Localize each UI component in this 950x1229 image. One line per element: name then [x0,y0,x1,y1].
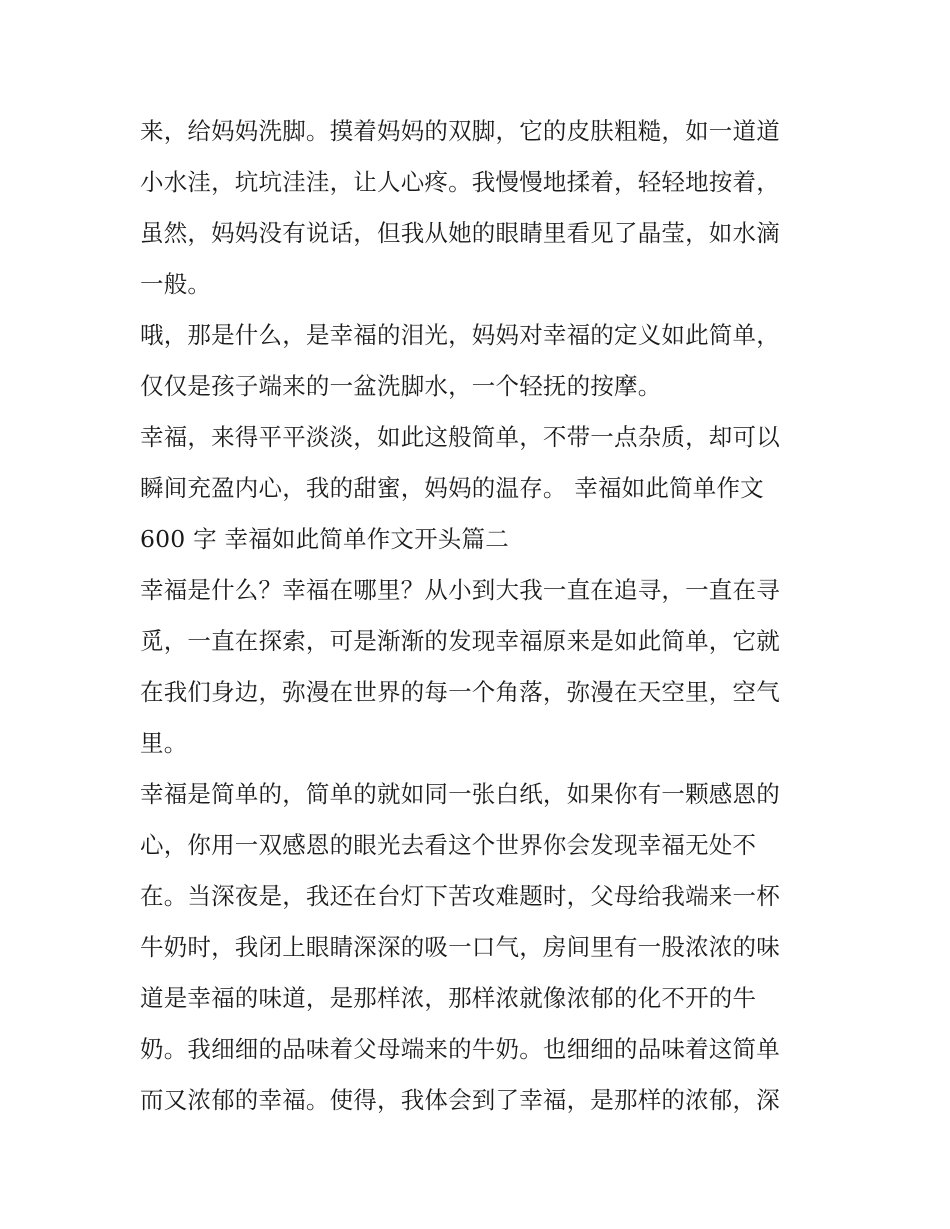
text-line: 觅，一直在探索，可是渐渐的发现幸福原来是如此简单，它就 [140,627,780,655]
text-line: 幸福是简单的，简单的就如同一张白纸，如果你有一颗感恩的 [140,780,780,808]
text-line: 里。 [140,729,188,757]
text-line: 瞬间充盈内心，我的甜蜜，妈妈的温存。 幸福如此简单作文 [140,474,764,502]
text-line: 而又浓郁的幸福。使得，我体会到了幸福，是那样的浓郁，深 [140,1086,780,1114]
text-line: 牛奶时，我闭上眼睛深深的吸一口气，房间里有一股浓浓的味 [140,933,780,961]
text-line: 600 字 幸福如此简单作文开头篇二 [140,525,509,553]
text-line: 虽然，妈妈没有说话，但我从她的眼睛里看见了晶莹，如水滴 [140,219,780,247]
text-line: 在。当深夜是，我还在台灯下苦攻难题时，父母给我端来一杯 [140,882,780,910]
text-line: 仅仅是孩子端来的一盆洗脚水，一个轻抚的按摩。 [140,372,662,400]
text-line: 奶。我细细的品味着父母端来的牛奶。也细细的品味着这简单 [140,1035,780,1063]
text-line: 哦，那是什么，是幸福的泪光，妈妈对幸福的定义如此简单， [140,321,780,349]
text-line: 幸福是什么？幸福在哪里？从小到大我一直在追寻，一直在寻 [140,576,780,604]
essay-body [140,106,820,1126]
text-line: 来，给妈妈洗脚。摸着妈妈的双脚，它的皮肤粗糙，如一道道 [140,117,780,145]
text-line: 小水洼，坑坑洼洼，让人心疼。我慢慢地揉着，轻轻地按着， [140,168,780,196]
text-line: 幸福，来得平平淡淡，如此这般简单，不带一点杂质，却可以 [140,423,780,451]
text-line: 一般。 [140,270,212,298]
text-line: 在我们身边，弥漫在世界的每一个角落，弥漫在天空里，空气 [140,678,780,706]
text-line: 心，你用一双感恩的眼光去看这个世界你会发现幸福无处不 [140,831,757,859]
text-line: 道是幸福的味道，是那样浓，那样浓就像浓郁的化不开的牛 [140,984,757,1012]
